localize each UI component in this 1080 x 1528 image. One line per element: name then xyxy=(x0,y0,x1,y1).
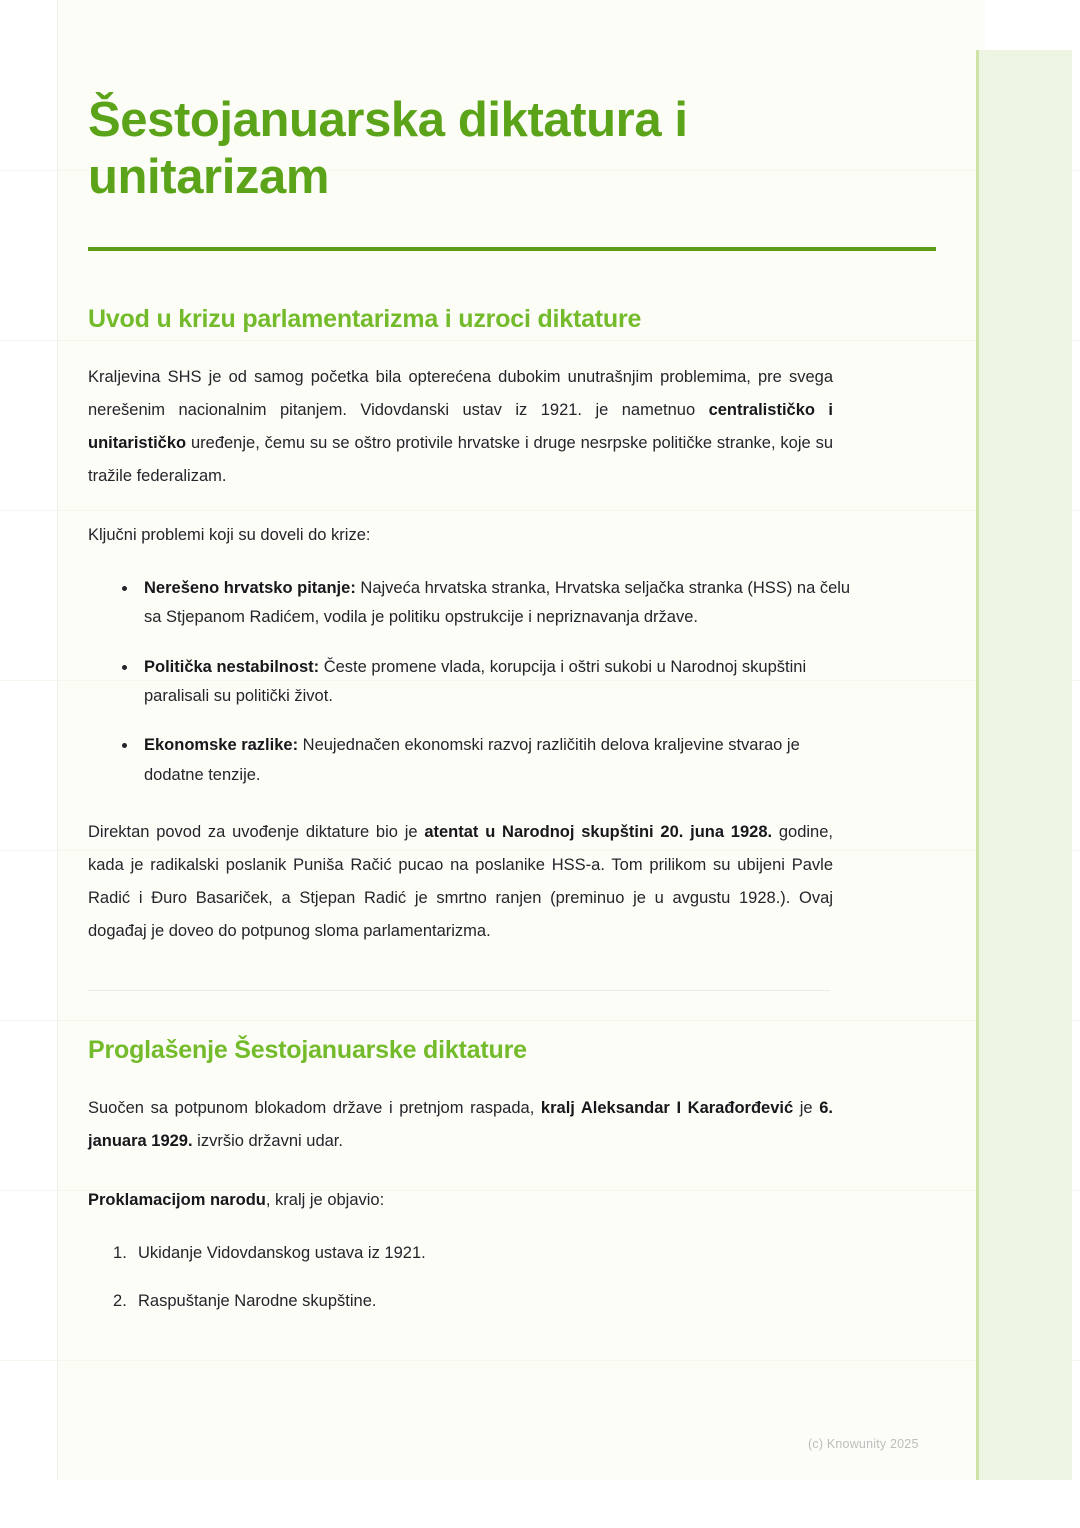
page-left-edge-rule xyxy=(57,0,58,1480)
body-text: Suočen sa potpunom blokadom države i pretnjom raspada, xyxy=(88,1099,541,1118)
section-1-list-lead: Ključni problemi koji su doveli do krize: xyxy=(88,525,371,544)
list-item xyxy=(122,731,852,790)
body-text: godine, kada je radikalski poslanik Puniša Račić pucao na poslanike HSS-a. Tom prilikom su ubijeni Pavle Radić i Đuro Basariček, a Stjepan Radić je smrtno ranjen (preminuo je u avgustu 1928.). Ovaj događaj je doveo do potpunog sloma parlamentarizma. xyxy=(88,823,833,941)
emphasis-text: atentat u Narodnoj skupštini 20. juna 1928. xyxy=(424,823,773,842)
emphasis-text: centralističko i unitarističko xyxy=(88,400,833,452)
list-item-label: Politička nestabilnost: xyxy=(144,657,320,676)
list-item-text: Najveća hrvatska stranka, Hrvatska seljačka stranka (HSS) na čelu sa Stjepanom Radićem, vodila je politiku opstrukcije i nepriznavanja države. xyxy=(144,578,851,627)
body-text: je xyxy=(793,1099,820,1118)
proclamation-list xyxy=(88,1217,838,1334)
section-heading-1: Uvod u krizu parlamentarizma i uzroci diktature xyxy=(88,304,642,333)
section-heading-2: Proglašenje Šestojanuarske diktature xyxy=(88,1036,527,1065)
emphasis-text: 6. januara 1929. xyxy=(88,1099,833,1151)
body-text: , kralj je objavio: xyxy=(265,1191,385,1210)
body-text: Direktan povod za uvođenje diktature bio je xyxy=(88,823,425,842)
list-item-text: Neujednačen ekonomski razvoj različitih delova kraljevine stvarao je dodatne tenzije. xyxy=(144,736,800,784)
list-item: Raspuštanje Narodne skupštine. xyxy=(138,1291,377,1310)
section-2-intro-paragraph xyxy=(88,1066,833,1158)
list-item-label: Ekonomske razlike: xyxy=(144,736,299,755)
body-text: uređenje, čemu su se oštro protivile hrvatske i druge nesrpske političke stranke, koje su tražile federalizam. xyxy=(88,433,833,485)
section-1-closing-paragraph xyxy=(88,790,833,948)
right-accent-strip-edge xyxy=(976,50,979,1480)
copyright-watermark: (c) Knowunity 2025 xyxy=(808,1437,919,1451)
background-rule-line xyxy=(0,1360,1080,1361)
body-text: izvršio državni udar. xyxy=(192,1132,343,1151)
emphasis-text: kralj Aleksandar I Karađorđević xyxy=(540,1099,794,1118)
list-item-label: Nerešeno hrvatsko pitanje: xyxy=(144,578,356,597)
section-2-list-lead xyxy=(88,1158,833,1217)
emphasis-text: Proklamacijom narodu xyxy=(88,1191,266,1210)
body-text: Kraljevina SHS je od samog početka bila opterećena dubokim unutrašnjim problemima, pre svega nerešenim nacionalnim pitanjem. Vidovdanski ustav iz 1921. je nametnuo xyxy=(88,367,833,419)
right-accent-strip xyxy=(976,50,1072,1480)
document-content xyxy=(88,0,936,1334)
key-problems-list xyxy=(88,552,852,790)
page-title: Šestojanuarska diktatura i unitarizam xyxy=(88,93,688,205)
list-item xyxy=(122,574,852,653)
list-item-text: Česte promene vlada, korupcija i oštri sukobi u Narodnoj skupštini paralisali su politički život. xyxy=(144,657,807,705)
list-item: Ukidanje Vidovdanskog ustava iz 1921. xyxy=(138,1244,426,1263)
section-1-intro-paragraph xyxy=(88,335,833,493)
list-item xyxy=(122,653,852,732)
